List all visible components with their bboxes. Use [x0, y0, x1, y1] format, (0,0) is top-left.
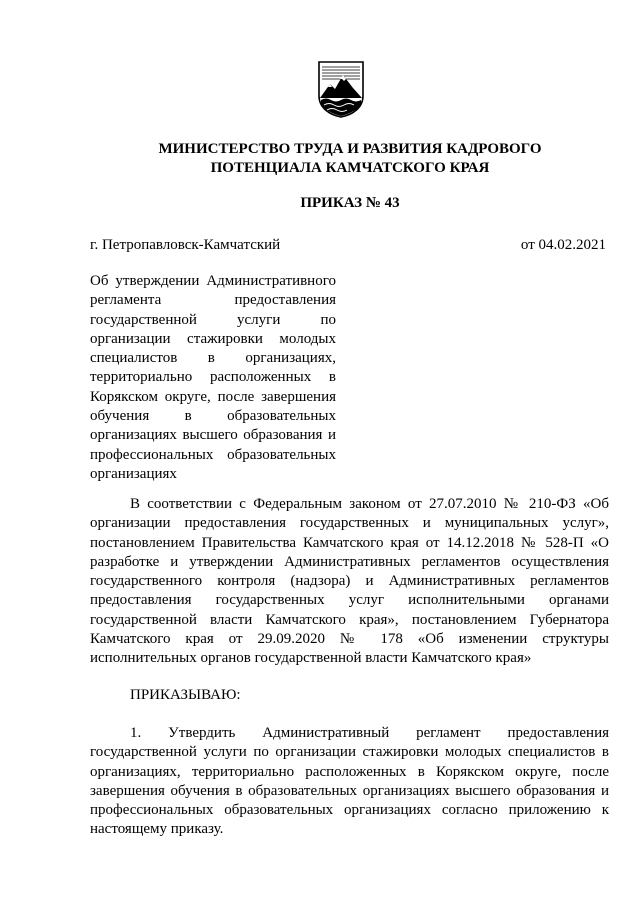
ministry-heading	[80, 140, 620, 178]
item-line: 1. Утвердить Административный регламент предоставления	[130, 725, 609, 741]
subject-line: специалистов в организациях,	[90, 350, 336, 367]
subject-line: территориально расположенных в	[90, 369, 336, 386]
item-line: настоящему приказу.	[90, 821, 224, 838]
subject-line: организации стажировки молодых	[90, 330, 336, 347]
preamble-line: организации предоставления государственных и муниципальных услуг»,	[90, 515, 609, 532]
preamble-line: государственного контроля (надзора) и Административных регламентов	[90, 573, 609, 590]
kamchatka-coat-of-arms-icon	[316, 60, 366, 118]
subject-line: государственной услуги по	[90, 311, 336, 328]
subject-line: организациях высшего образования и	[90, 427, 336, 444]
preamble-paragraph	[90, 495, 609, 669]
item-line: профессиональных образовательных организациях согласно приложению к	[90, 802, 609, 819]
order-date: от 04.02.2021	[520, 237, 606, 253]
preamble-line: исполнительных органов государственной власти Камчатского края»	[90, 650, 532, 667]
order-title: ПРИКАЗ № 43	[300, 195, 400, 211]
preamble-line: разработке и утверждении Административных регламентов осуществления	[90, 553, 609, 570]
subject-line: Корякском округе, после завершения	[90, 388, 336, 405]
subject-line: обучения в образовательных	[90, 408, 336, 425]
preamble-line: предоставления государственных услуг исполнительными органами	[90, 592, 609, 609]
preamble-line: государственной власти Камчатского края», постановлением Губернатора	[90, 611, 609, 628]
order-item-1	[90, 724, 609, 840]
item-line: государственной услуги по организации стажировки молодых специалистов в	[90, 744, 609, 761]
city-label: г. Петропавловск-Камчатский	[90, 237, 281, 253]
subject-line: организациях	[90, 465, 177, 482]
ministry-line-2: ПОТЕНЦИАЛА КАМЧАТСКОГО КРАЯ	[210, 160, 490, 176]
preamble-line: В соответствии с Федеральным законом от 27.07.2010 № 210-ФЗ «Об	[130, 496, 609, 512]
item-line: организациях, территориально расположенных в Корякском округе, после	[90, 763, 609, 780]
orders-label: ПРИКАЗЫВАЮ:	[130, 687, 241, 703]
subject-line: профессиональных образовательных	[90, 446, 336, 463]
item-line: завершения обучения в образовательных организациях высшего образования и	[90, 782, 609, 799]
preamble-line: постановлением Правительства Камчатского края от 14.12.2018 № 528-П «О	[90, 534, 609, 551]
order-subject	[90, 272, 336, 484]
subject-line: Об утверждении Административного	[90, 273, 336, 289]
ministry-line-1: МИНИСТЕРСТВО ТРУДА И РАЗВИТИЯ КАДРОВОГО	[158, 141, 542, 157]
preamble-line: Камчатского края от 29.09.2020 № 178 «Об изменении структуры	[90, 631, 609, 648]
subject-line: регламента предоставления	[90, 292, 336, 309]
